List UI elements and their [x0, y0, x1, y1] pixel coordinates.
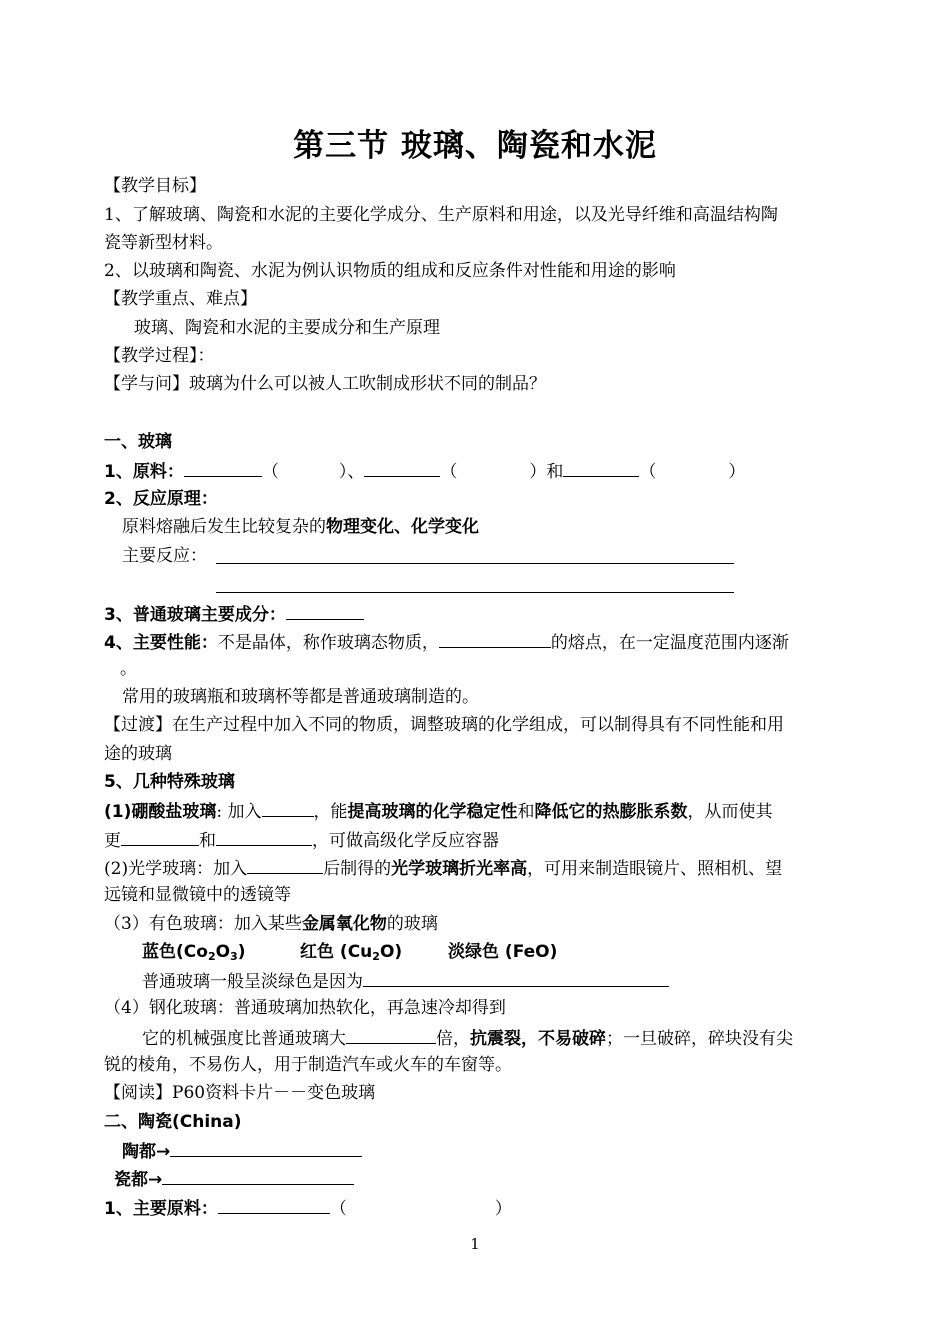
goal-2: 2、以玻璃和陶瓷、水泥为例认识物质的组成和反应条件对性能和用途的影响	[104, 261, 676, 281]
key-points-heading: 【教学重点、难点】	[104, 289, 257, 309]
pottery-capital-line: 陶都→	[122, 1140, 362, 1162]
property-line: 4、主要性能：不是晶体，称作玻璃态物质， 的熔点，在一定温度范围内逐渐	[104, 633, 789, 653]
transition-line-2: 途的玻璃	[104, 744, 172, 764]
property-blank[interactable]	[439, 631, 551, 648]
porcelain-capital-blank[interactable]	[162, 1168, 354, 1185]
reaction-principle-text: 原料熔融后发生比较复杂的物理变化、化学变化	[122, 517, 479, 537]
ceramic-raw-blank[interactable]	[218, 1197, 330, 1214]
goal-1-line-2: 瓷等新型材料。	[104, 233, 223, 253]
goal-1-line-1: 1、了解玻璃、陶瓷和水泥的主要化学成分、生产原料和用途，以及光导纤维和高温结构陶	[104, 205, 778, 225]
page-number: 1	[470, 1235, 480, 1253]
goals-heading: 【教学目标】	[104, 176, 206, 196]
section-ceramics-heading: 二、陶瓷(China)	[104, 1112, 242, 1132]
study-question: 【学与问】玻璃为什么可以被人工吹制成形状不同的制品？	[104, 374, 546, 394]
color-blue: 蓝色$(Co_2O_3)$	[142, 942, 246, 963]
main-reaction-blank-2[interactable]	[216, 592, 734, 593]
section-glass-heading: 一、玻璃	[104, 432, 172, 452]
page-title: 第三节 玻璃、陶瓷和水泥	[293, 128, 657, 164]
colored-glass-line: （3）有色玻璃：加入某些金属氧化物的玻璃	[104, 914, 438, 934]
optical-blank[interactable]	[247, 857, 323, 874]
main-reaction-label: 主要反应：	[122, 546, 207, 566]
color-red: 红色 $(Cu_2O)$	[300, 942, 403, 963]
optical-line-2: 远镜和显微镜中的透镜等	[104, 885, 291, 905]
raw-material-blank-3[interactable]	[563, 460, 639, 477]
main-reaction-blank-1[interactable]	[216, 563, 734, 564]
raw-materials-label: 1、原料：	[104, 462, 184, 482]
tempered-glass-line-2: 它的机械强度比普通玻璃大 倍，抗震裂，不易破碎；一旦破碎，碎块没有尖	[142, 1029, 793, 1049]
borosilicate-blank-1[interactable]	[262, 800, 314, 817]
borosilicate-blank-2[interactable]	[121, 829, 199, 846]
special-glass-heading: 5、几种特殊玻璃	[104, 772, 235, 792]
green-tint-reason-line: 普通玻璃一般呈淡绿色是因为	[142, 970, 669, 992]
raw-material-blank-2[interactable]	[364, 460, 440, 477]
reaction-principle-heading: 2、反应原理：	[104, 489, 218, 509]
raw-materials-line: 1、原料： （ ）、 （ ）和 （ ）	[104, 462, 746, 482]
raw-material-blank-1[interactable]	[184, 460, 262, 477]
color-light-green: 淡绿色 (FeO)	[448, 942, 558, 962]
tempered-glass-line-1: （4）钢化玻璃：普通玻璃加热软化，再急速冷却得到	[104, 998, 506, 1018]
key-points-text: 玻璃、陶瓷和水泥的主要成分和生产原理	[134, 318, 440, 338]
transition-line-1: 【过渡】在生产过程中加入不同的物质，调整玻璃的化学组成，可以制得具有不同性能和用	[104, 715, 784, 735]
composition-blank[interactable]	[286, 603, 364, 620]
porcelain-capital-line: 瓷都→	[114, 1168, 354, 1190]
common-glass-note: 常用的玻璃瓶和玻璃杯等都是普通玻璃制造的。	[122, 687, 479, 707]
green-tint-reason-blank[interactable]	[363, 970, 669, 987]
borosilicate-blank-3[interactable]	[216, 829, 312, 846]
borosilicate-line-1: (1)硼酸盐玻璃: 加入 ，能提高玻璃的化学稳定性和降低它的热膨胀系数，从而使其	[104, 802, 773, 822]
property-period: 。	[120, 659, 137, 679]
optical-line-1: (2)光学玻璃：加入 后制得的光学玻璃折光率高，可用来制造眼镜片、照相机、望	[104, 859, 783, 879]
composition-line: 3、普通玻璃主要成分：	[104, 603, 364, 625]
borosilicate-line-2: 更 和 ，可做高级化学反应容器	[104, 831, 499, 851]
tempered-blank[interactable]	[346, 1027, 436, 1044]
pottery-capital-blank[interactable]	[170, 1140, 362, 1157]
ceramic-raw-materials-line: 1、主要原料： （ ）	[104, 1199, 512, 1219]
tempered-glass-line-3: 锐的棱角，不易伤人，用于制造汽车或火车的车窗等。	[104, 1055, 512, 1075]
reading-note: 【阅读】P60资料卡片－－变色玻璃	[104, 1083, 376, 1103]
process-heading: 【教学过程】：	[104, 346, 215, 366]
